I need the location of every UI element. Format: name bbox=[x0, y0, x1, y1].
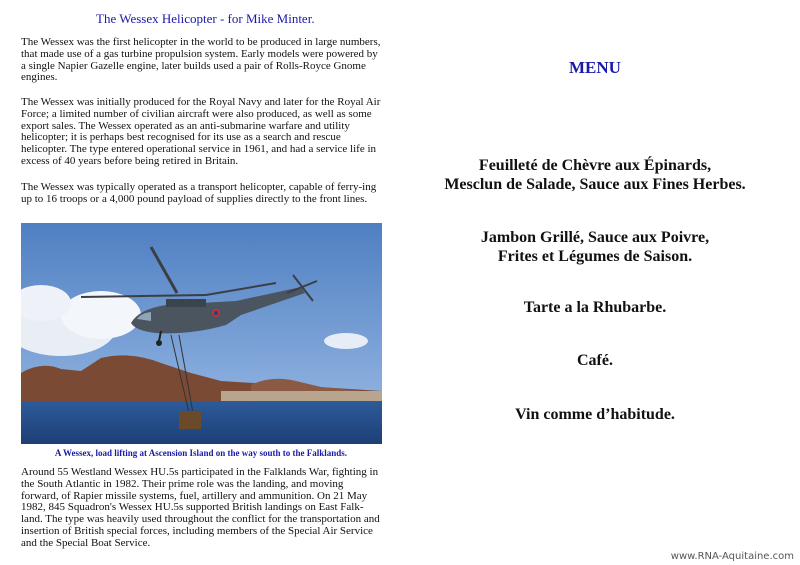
article-title: The Wessex Helicopter - for Mike Minter. bbox=[96, 11, 315, 26]
article-paragraph: The Wessex was typically operated as a transport helicopter, capable of ferry-ing up to 16 troops or a 4,000 pound payload of supplies directly to the front lines. bbox=[21, 181, 377, 205]
menu-course-dessert bbox=[395, 298, 795, 317]
article-paragraph: The Wessex was the first helicopter in the world to be produced in large numbers, that made use of a gas turbine propulsion system. Early models were powered by a single Napier Gazelle engine, later builds used a pair of Rolls-Royce Gnome engines. bbox=[21, 36, 381, 84]
menu-course-main bbox=[395, 228, 795, 266]
menu-course-line: Jambon Grillé, Sauce aux Poivre, bbox=[480, 229, 710, 246]
menu-course-wine bbox=[395, 405, 795, 424]
menu-course-line: Mesclun de Salade, Sauce aux Fines Herbes. bbox=[444, 176, 746, 193]
article-paragraph: The Wessex was initially produced for the Royal Navy and later for the Royal Air Force; a limited number of civilian aircraft were also produced, as well as some export sales. The Wessex operated as an anti-submarine warfare and utility helicopter; it is perhaps best recognised for its use as a search and rescue helicopter. The type entered operational service in 1961, and had a service life in excess of 40 years before being retired in Britain. bbox=[21, 96, 381, 167]
menu-course-line: Feuilleté de Chèvre aux Épinards, bbox=[478, 157, 712, 174]
menu-title: MENU bbox=[569, 58, 621, 77]
menu-course-line: Vin comme d’habitude. bbox=[515, 406, 675, 423]
menu-course-coffee bbox=[395, 351, 795, 370]
helicopter-photo bbox=[21, 223, 382, 444]
menu-course-line: Frites et Légumes de Saison. bbox=[497, 248, 693, 265]
menu-course-starter bbox=[395, 156, 795, 194]
watermark: www.RNA-Aquitaine.com bbox=[670, 551, 794, 562]
menu-course-line: Café. bbox=[577, 352, 613, 369]
menu-course-line: Tarte a la Rhubarbe. bbox=[523, 299, 667, 316]
article-paragraph: Around 55 Westland Wessex HU.5s participated in the Falklands War, fighting in the South Atlantic in 1982. Their prime role was the landing, and moving forward, of Rapier missile systems, fuel, artillery and ammunition. On 21 May 1982, 845 Squadron's Wessex HU.5s supported British landings on East Falk-land. The type was heavily used throughout the conflict for the transportation and insertion of British special forces, including members of the Special Air Service and the Special Boat Service. bbox=[21, 466, 380, 549]
photo-caption: A Wessex, load lifting at Ascension Island on the way south to the Falklands. bbox=[54, 448, 348, 458]
